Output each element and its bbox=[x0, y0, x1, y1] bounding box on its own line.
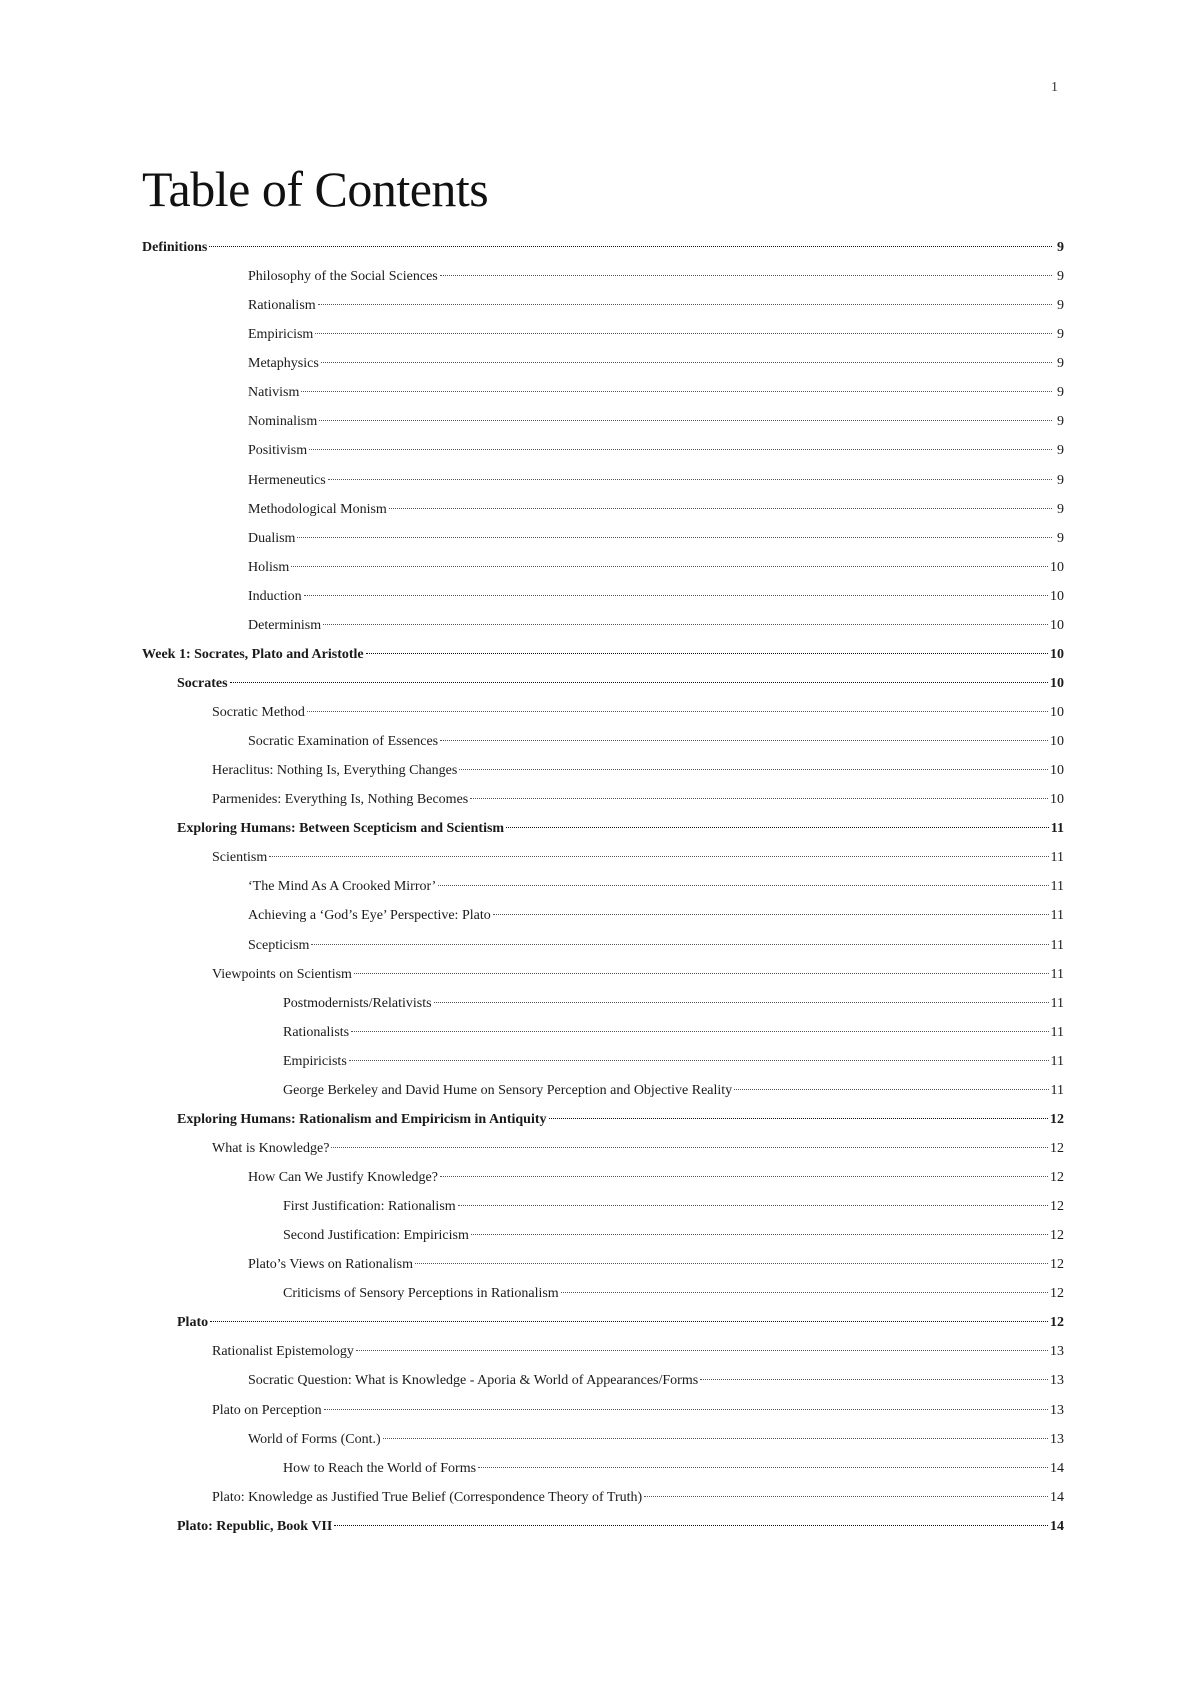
toc-entry[interactable] bbox=[142, 298, 1064, 327]
toc-entry-label: Definitions bbox=[142, 240, 208, 255]
toc-entry-label: Socratic Method bbox=[212, 705, 305, 720]
dot-leader bbox=[700, 1379, 1048, 1380]
toc-entry-page-number: 9 bbox=[1057, 269, 1064, 285]
toc-entry[interactable] bbox=[142, 1490, 1064, 1519]
toc-entry-label: Exploring Humans: Rationalism and Empiricism in Antiquity bbox=[177, 1111, 547, 1127]
dot-leader bbox=[297, 537, 1052, 538]
toc-entry-label: Scientism bbox=[212, 850, 268, 866]
toc-entry-page-number: 10 bbox=[1050, 646, 1064, 662]
dot-leader bbox=[318, 304, 1052, 305]
toc-entry[interactable] bbox=[142, 908, 1064, 937]
dot-leader bbox=[493, 914, 1049, 915]
toc-entry[interactable] bbox=[142, 560, 1064, 589]
dot-leader bbox=[291, 566, 1048, 567]
toc-entry[interactable] bbox=[142, 967, 1064, 996]
dot-leader bbox=[351, 1031, 1048, 1032]
dot-leader bbox=[389, 508, 1052, 509]
toc-entry[interactable] bbox=[142, 1519, 1064, 1548]
toc-entry-label: Induction bbox=[248, 588, 302, 604]
toc-entry-label: Plato’s Views on Rationalism bbox=[248, 1257, 413, 1273]
toc-entry[interactable] bbox=[142, 821, 1064, 850]
toc-entry[interactable] bbox=[142, 1257, 1064, 1286]
toc-entry[interactable] bbox=[142, 1432, 1064, 1461]
toc-entry-label: Metaphysics bbox=[248, 356, 319, 372]
dot-leader bbox=[269, 856, 1048, 857]
toc-entry-label: Positivism bbox=[248, 443, 308, 459]
toc-entry-label: Scepticism bbox=[248, 937, 310, 953]
dot-leader bbox=[434, 1002, 1049, 1003]
toc-entry-label: Plato: Republic, Book VII bbox=[177, 1518, 333, 1534]
toc-entry[interactable] bbox=[142, 414, 1064, 443]
toc-entry-page-number: 10 bbox=[1050, 675, 1064, 691]
toc-entry[interactable] bbox=[142, 850, 1064, 879]
toc-entry[interactable] bbox=[142, 676, 1064, 705]
toc-entry-label: Viewpoints on Scientism bbox=[212, 966, 352, 982]
toc-entry-page-number: 10 bbox=[1050, 559, 1064, 575]
toc-entry-label: How to Reach the World of Forms bbox=[283, 1460, 477, 1476]
toc-entry[interactable] bbox=[142, 1054, 1064, 1083]
dot-leader bbox=[506, 827, 1049, 828]
toc-entry-label: Rationalism bbox=[248, 298, 316, 314]
toc-entry-label: Methodological Monism bbox=[248, 501, 387, 517]
toc-entry-page-number: 13 bbox=[1050, 1402, 1064, 1418]
toc-entry-page-number: 11 bbox=[1050, 995, 1064, 1011]
toc-entry-page-number: 11 bbox=[1050, 1053, 1064, 1069]
toc-entry[interactable] bbox=[142, 1199, 1064, 1228]
dot-leader bbox=[301, 391, 1052, 392]
dot-leader bbox=[331, 1147, 1048, 1148]
toc-entry-page-number: 10 bbox=[1050, 617, 1064, 633]
toc-entry[interactable] bbox=[142, 763, 1064, 792]
dot-leader bbox=[549, 1118, 1048, 1119]
toc-entry[interactable] bbox=[142, 240, 1064, 269]
toc-entry-page-number: 11 bbox=[1050, 937, 1064, 953]
toc-entry-page-number: 10 bbox=[1050, 588, 1064, 604]
toc-entry-label: First Justification: Rationalism bbox=[283, 1199, 456, 1215]
toc-entry-label: Plato: Knowledge as Justified True Belief (Correspondence Theory of Truth) bbox=[212, 1489, 643, 1505]
toc-entry-label: How Can We Justify Knowledge? bbox=[248, 1170, 438, 1185]
toc-entry-label: Philosophy of the Social Sciences bbox=[248, 269, 438, 285]
dot-leader bbox=[304, 595, 1048, 596]
toc-entry[interactable] bbox=[142, 473, 1064, 502]
toc-entry[interactable] bbox=[142, 356, 1064, 385]
toc-entry-page-number: 12 bbox=[1050, 1228, 1064, 1244]
dot-leader bbox=[734, 1089, 1048, 1090]
toc-entry-page-number: 9 bbox=[1057, 240, 1064, 255]
toc-entry-page-number: 9 bbox=[1057, 298, 1064, 314]
toc-entry-page-number: 13 bbox=[1050, 1431, 1064, 1447]
dot-leader bbox=[328, 479, 1052, 480]
dot-leader bbox=[470, 798, 1048, 799]
dot-leader bbox=[366, 653, 1048, 654]
dot-leader bbox=[334, 1525, 1048, 1526]
dot-leader bbox=[230, 682, 1048, 683]
toc-entry[interactable] bbox=[142, 531, 1064, 560]
dot-leader bbox=[438, 885, 1048, 886]
dot-leader bbox=[209, 246, 1052, 247]
toc-entry-page-number: 13 bbox=[1050, 1373, 1064, 1389]
dot-leader bbox=[440, 275, 1052, 276]
toc-entry[interactable] bbox=[142, 1170, 1064, 1199]
dot-leader bbox=[309, 449, 1052, 450]
toc-entry-label: Rationalists bbox=[283, 1024, 350, 1040]
toc-entry-page-number: 9 bbox=[1057, 327, 1064, 343]
toc-entry-page-number: 12 bbox=[1050, 1111, 1064, 1127]
toc-entry[interactable] bbox=[142, 1112, 1064, 1141]
toc-entry-label: Heraclitus: Nothing Is, Everything Changes bbox=[212, 763, 458, 779]
dot-leader bbox=[307, 711, 1048, 712]
toc-entry-page-number: 12 bbox=[1050, 1199, 1064, 1215]
toc-entry-label: Empiricists bbox=[283, 1053, 347, 1069]
toc-entry-page-number: 11 bbox=[1050, 966, 1064, 982]
toc-entry-page-number: 10 bbox=[1050, 792, 1064, 808]
toc-entry-label: Postmodernists/Relativists bbox=[283, 995, 432, 1011]
toc-entry-page-number: 14 bbox=[1050, 1460, 1064, 1476]
dot-leader bbox=[440, 740, 1048, 741]
toc-entry[interactable] bbox=[142, 1083, 1064, 1112]
toc-entry-page-number: 10 bbox=[1050, 763, 1064, 779]
dot-leader bbox=[349, 1060, 1049, 1061]
toc-entry-page-number: 11 bbox=[1050, 850, 1064, 866]
toc-entry-page-number: 11 bbox=[1050, 1082, 1064, 1098]
dot-leader bbox=[323, 624, 1048, 625]
toc-entry-page-number: 12 bbox=[1050, 1286, 1064, 1302]
toc-entry-page-number: 14 bbox=[1050, 1489, 1064, 1505]
toc-entry-page-number: 9 bbox=[1057, 356, 1064, 372]
dot-leader bbox=[459, 769, 1048, 770]
toc-entry[interactable] bbox=[142, 327, 1064, 356]
dot-leader bbox=[561, 1292, 1048, 1293]
toc-entry[interactable] bbox=[142, 385, 1064, 414]
toc-entry-label: Socratic Question: What is Knowledge - Aporia & World of Appearances/Forms bbox=[248, 1373, 699, 1389]
dot-leader bbox=[210, 1321, 1048, 1322]
toc-entry[interactable] bbox=[142, 1025, 1064, 1054]
dot-leader bbox=[319, 420, 1052, 421]
toc-entry[interactable] bbox=[142, 443, 1064, 472]
dot-leader bbox=[415, 1263, 1048, 1264]
toc-entry-label: Parmenides: Everything Is, Nothing Becomes bbox=[212, 792, 469, 808]
toc-entry-page-number: 11 bbox=[1050, 1024, 1064, 1040]
toc-entry-label: Nominalism bbox=[248, 414, 318, 430]
toc-entry-label: Determinism bbox=[248, 617, 322, 633]
toc-entry[interactable] bbox=[142, 879, 1064, 908]
toc-entry-page-number: 12 bbox=[1050, 1315, 1064, 1331]
toc-entry[interactable] bbox=[142, 269, 1064, 298]
toc-entry-label: Hermeneutics bbox=[248, 472, 326, 488]
toc-entry-page-number: 9 bbox=[1057, 472, 1064, 488]
page-title: Table of Contents bbox=[142, 161, 489, 217]
toc-entry-label: World of Forms (Cont.) bbox=[248, 1431, 381, 1447]
toc-entry[interactable] bbox=[142, 792, 1064, 821]
toc-entry-label: What is Knowledge? bbox=[212, 1140, 330, 1156]
toc-entry-label: George Berkeley and David Hume on Sensory Perception and Objective Reality bbox=[283, 1082, 733, 1098]
toc-entry-page-number: 11 bbox=[1050, 879, 1064, 895]
page-number: 1 bbox=[1051, 80, 1058, 95]
dot-leader bbox=[356, 1350, 1048, 1351]
dot-leader bbox=[458, 1205, 1048, 1206]
toc-entry[interactable] bbox=[142, 502, 1064, 531]
dot-leader bbox=[440, 1176, 1048, 1177]
dot-leader bbox=[324, 1409, 1048, 1410]
toc-entry[interactable] bbox=[142, 1403, 1064, 1432]
toc-entry-label: Socrates bbox=[177, 675, 228, 691]
dot-leader bbox=[383, 1438, 1048, 1439]
toc-entry[interactable] bbox=[142, 618, 1064, 647]
toc-entry-page-number: 14 bbox=[1050, 1518, 1064, 1534]
dot-leader bbox=[644, 1496, 1048, 1497]
toc-entry-page-number: 11 bbox=[1050, 908, 1064, 924]
toc-entry-label: ‘The Mind As A Crooked Mirror’ bbox=[248, 879, 437, 895]
toc-entry-label: Empiricism bbox=[248, 327, 314, 343]
toc-entry-page-number: 9 bbox=[1057, 443, 1064, 459]
toc-entry-label: Dualism bbox=[248, 530, 296, 546]
toc-entry-label: Achieving a ‘God’s Eye’ Perspective: Plato bbox=[248, 908, 491, 924]
dot-leader bbox=[315, 333, 1052, 334]
toc-entry-page-number: 11 bbox=[1050, 821, 1064, 837]
toc-entry[interactable] bbox=[142, 1286, 1064, 1315]
toc-entry[interactable] bbox=[142, 705, 1064, 734]
toc-entry[interactable] bbox=[142, 1461, 1064, 1490]
toc-entry-label: Nativism bbox=[248, 385, 300, 401]
toc-entry-label: Socratic Examination of Essences bbox=[248, 734, 439, 750]
toc-entry[interactable] bbox=[142, 938, 1064, 967]
toc-entry-label: Plato bbox=[177, 1315, 209, 1331]
toc-entry-label: Exploring Humans: Between Scepticism and Scientism bbox=[177, 821, 505, 837]
toc-entry[interactable] bbox=[142, 647, 1064, 676]
toc-entry-label: Second Justification: Empiricism bbox=[283, 1228, 469, 1244]
toc-entry-page-number: 9 bbox=[1057, 501, 1064, 517]
dot-leader bbox=[321, 362, 1052, 363]
toc-entry-label: Criticisms of Sensory Perceptions in Rationalism bbox=[283, 1286, 559, 1302]
toc-entry[interactable] bbox=[142, 1373, 1064, 1402]
toc-entry[interactable] bbox=[142, 1344, 1064, 1373]
toc-entry[interactable] bbox=[142, 1228, 1064, 1257]
toc-list bbox=[142, 240, 1064, 1548]
dot-leader bbox=[354, 973, 1049, 974]
toc-entry-label: Holism bbox=[248, 559, 290, 575]
toc-entry-page-number: 12 bbox=[1050, 1257, 1064, 1273]
toc-entry[interactable] bbox=[142, 1315, 1064, 1344]
toc-entry-page-number: 12 bbox=[1050, 1140, 1064, 1156]
toc-entry-page-number: 10 bbox=[1050, 734, 1064, 750]
toc-entry-page-number: 10 bbox=[1050, 705, 1064, 720]
toc-entry[interactable] bbox=[142, 996, 1064, 1025]
toc-entry-label: Rationalist Epistemology bbox=[212, 1344, 354, 1360]
toc-entry[interactable] bbox=[142, 1141, 1064, 1170]
toc-entry-label: Week 1: Socrates, Plato and Aristotle bbox=[142, 646, 364, 662]
toc-entry-label: Plato on Perception bbox=[212, 1402, 322, 1418]
toc-entry[interactable] bbox=[142, 734, 1064, 763]
toc-entry-page-number: 13 bbox=[1050, 1344, 1064, 1360]
dot-leader bbox=[311, 944, 1048, 945]
toc-entry[interactable] bbox=[142, 589, 1064, 618]
toc-entry-page-number: 12 bbox=[1050, 1170, 1064, 1185]
toc-entry-page-number: 9 bbox=[1057, 530, 1064, 546]
dot-leader bbox=[478, 1467, 1048, 1468]
toc-entry-page-number: 9 bbox=[1057, 385, 1064, 401]
dot-leader bbox=[471, 1234, 1048, 1235]
toc-entry-page-number: 9 bbox=[1057, 414, 1064, 430]
